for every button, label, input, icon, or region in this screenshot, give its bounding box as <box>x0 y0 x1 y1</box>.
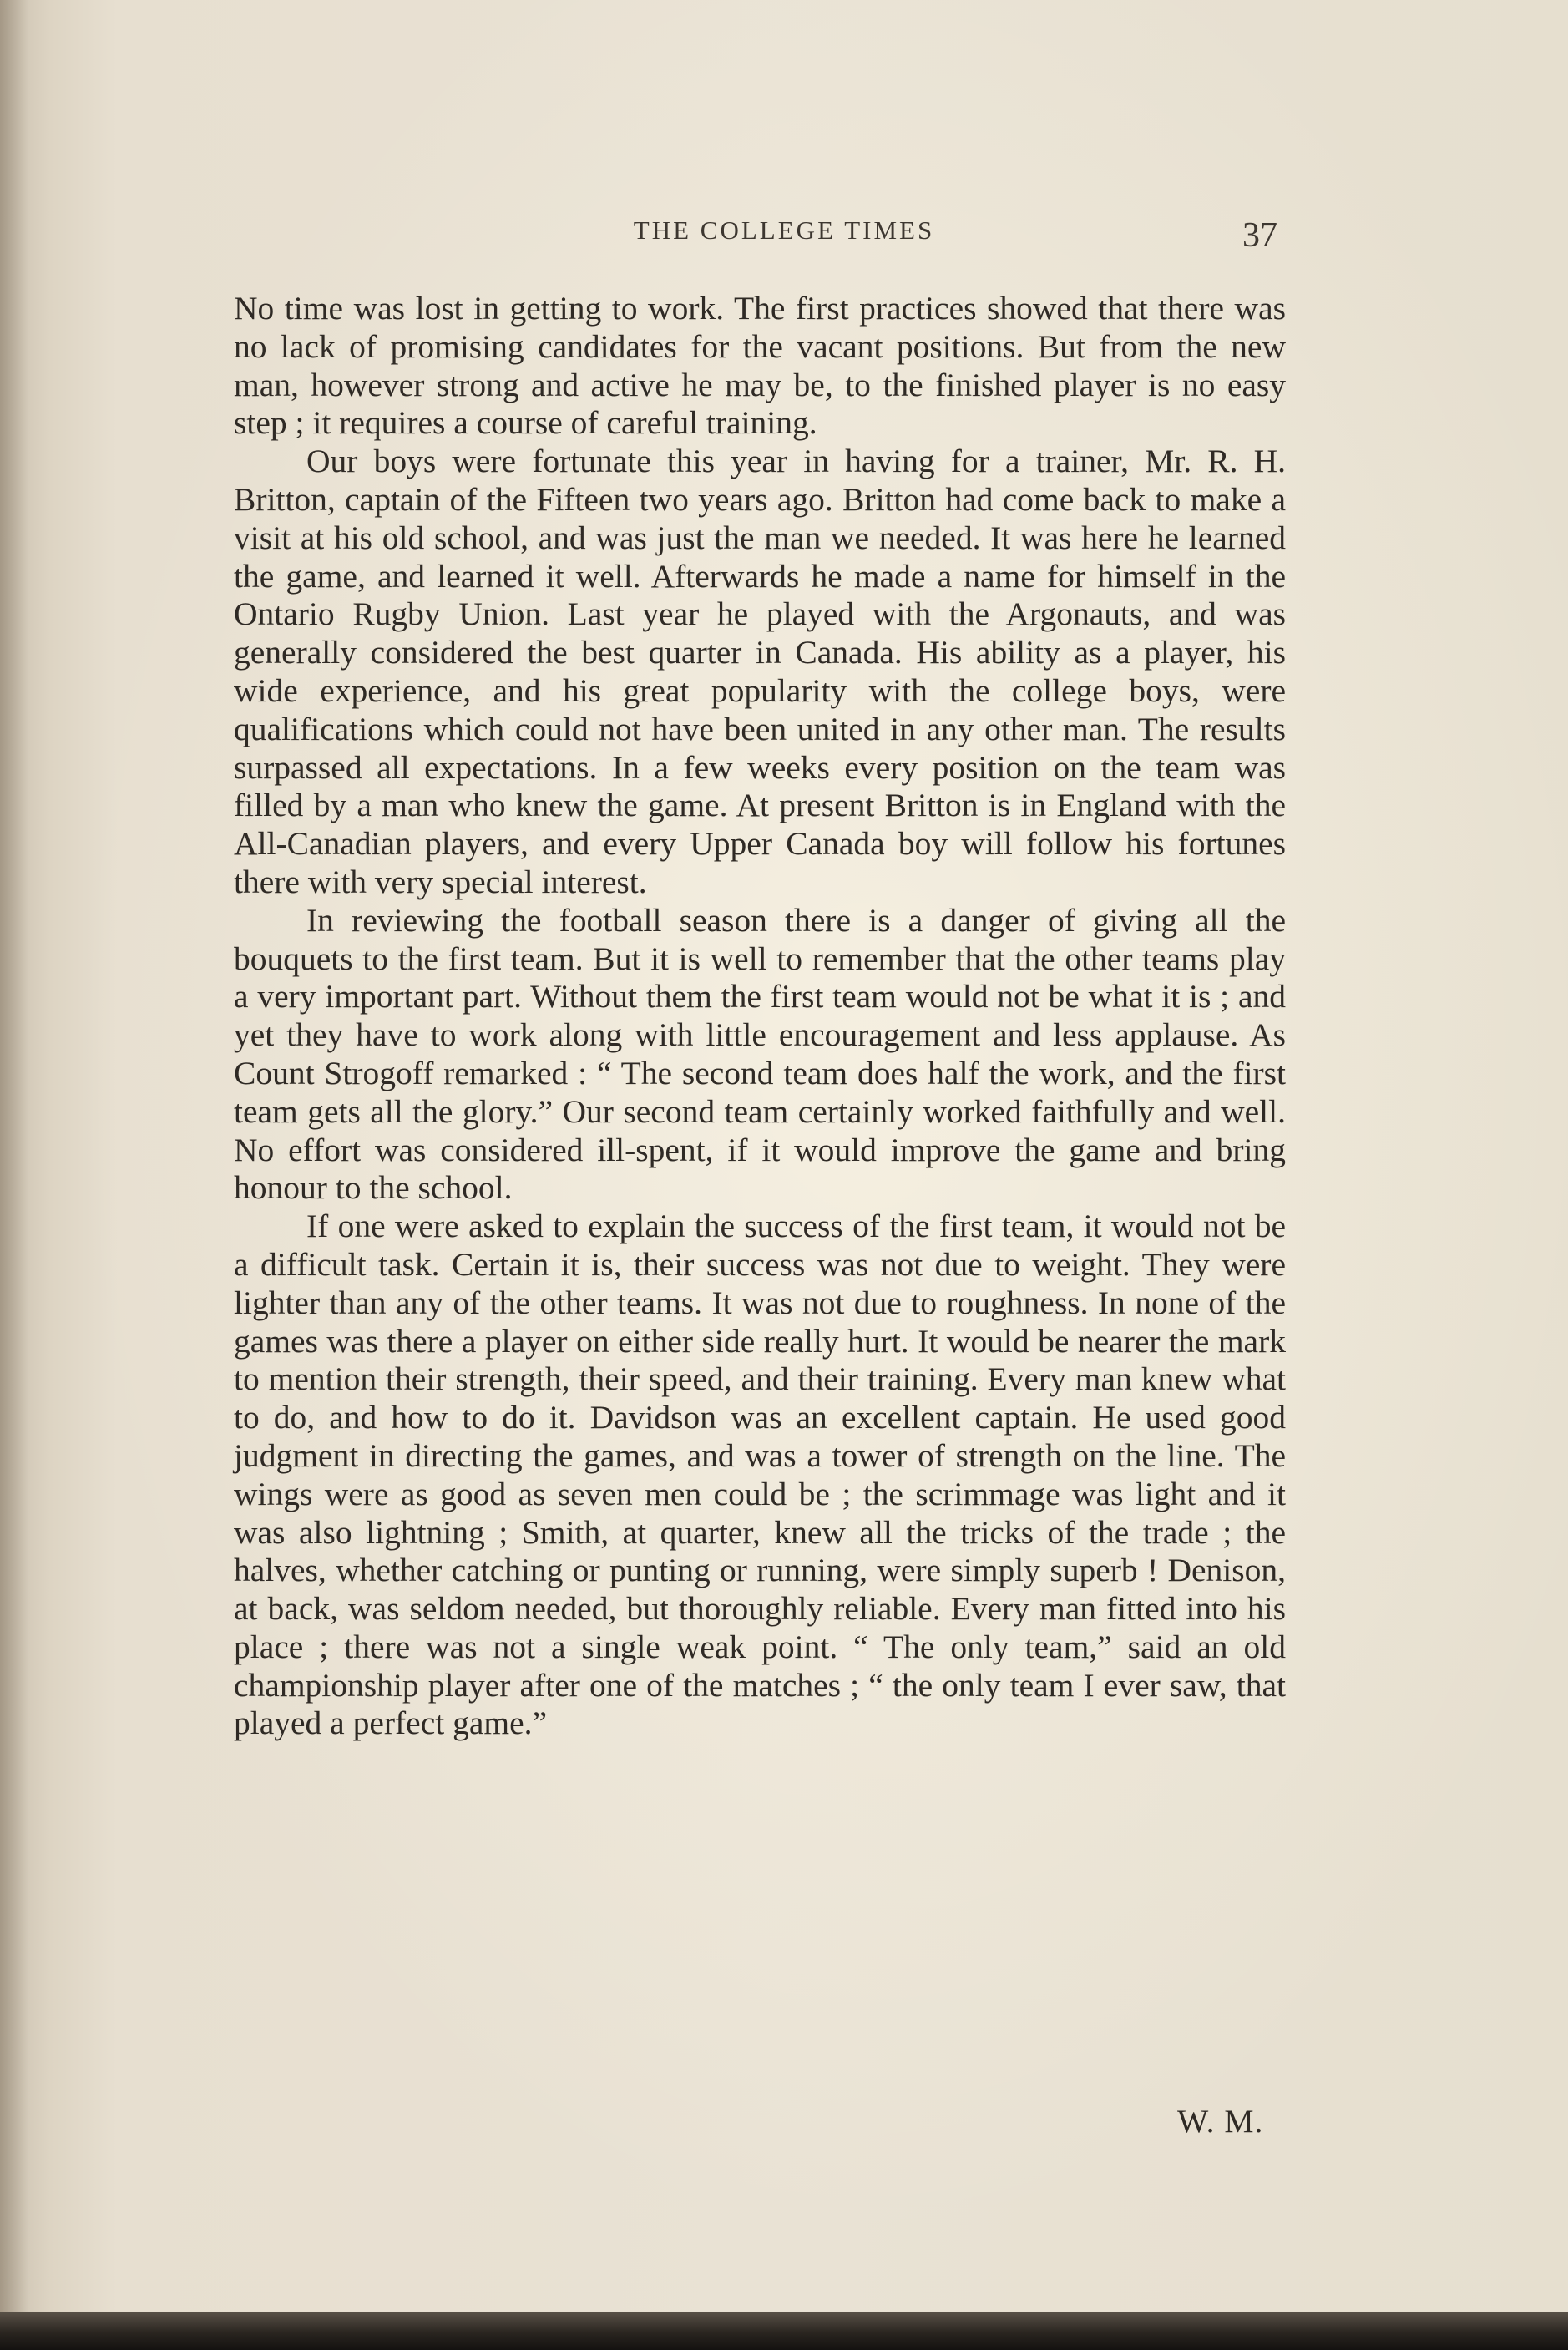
paragraph: No time was lost in getting to work. The first practices showed that there was no lack of promising candidates for the vacant positions. But from the new man, however strong and active he may be, to the finished player is no easy step ; it requires a course of careful training. <box>234 290 1286 442</box>
paragraph: If one were asked to explain the success of the first team, it would not be a difficult task. Certain it is, their success was not due to weight. They were lighter than any of the other teams. It was not due to roughness. In none of the games was there a player on either side really hurt. It would be nearer the mark to mention their strength, their speed, and their training. Every man knew what to do, and how to do it. Davidson was an excellent captain. He used good judgment in directing the games, and was a tower of strength on the line. The wings were as good as seven men could be ; the scrimmage was light and it was also lightning ; Smith, at quarter, knew all the tricks of the trade ; the halves, whether catching or punting or running, were simply superb ! Denison, at back, was seldom needed, but thoroughly reliable. Every man fitted into his place ; there was not a single weak point. “ The only team,” said an old championship player after one of the matches ; “ the only team I ever saw, that played a perfect game.” <box>234 1208 1286 1742</box>
paragraph: Our boys were fortunate this year in having for a trainer, Mr. R. H. Britton, captain of the Fifteen two years ago. Britton had come back to make a visit at his old school, and was just the man we needed. It was here he learned the game, and learned it well. Afterwards he made a name for himself in the Ontario Rugby Union. Last year he played with the Argonauts, and was generally considered the best quarter in Canada. His ability as a player, his wide experience, and his great popularity with the college boys, were qualifications which could not have been united in any other man. The results surpassed all expectations. In a few weeks every position on the team was filled by a man who knew the game. At present Britton is in England with the All-Canadian players, and every Upper Canada boy will follow his fortunes there with very special interest. <box>234 443 1286 900</box>
page-number: 37 <box>1242 216 1277 255</box>
article-body <box>234 290 1286 1743</box>
spine-shadow <box>0 0 28 2350</box>
page-bottom-edge <box>0 2312 1568 2350</box>
running-head: THE COLLEGE TIMES <box>633 215 935 245</box>
author-signature: W. M. <box>1177 2103 1264 2140</box>
paragraph: In reviewing the football season there is a danger of giving all the bouquets to the first team. But it is well to remember that the other teams play a very important part. Without them the first team would not be what it is ; and yet they have to work along with little encouragement and less applause. As Count Strogoff remarked : “ The second team does half the work, and the first team gets all the glory.” Our second team certainly worked faithfully and well. No effort was considered ill-spent, if it would improve the game and bring honour to the school. <box>234 901 1286 1207</box>
